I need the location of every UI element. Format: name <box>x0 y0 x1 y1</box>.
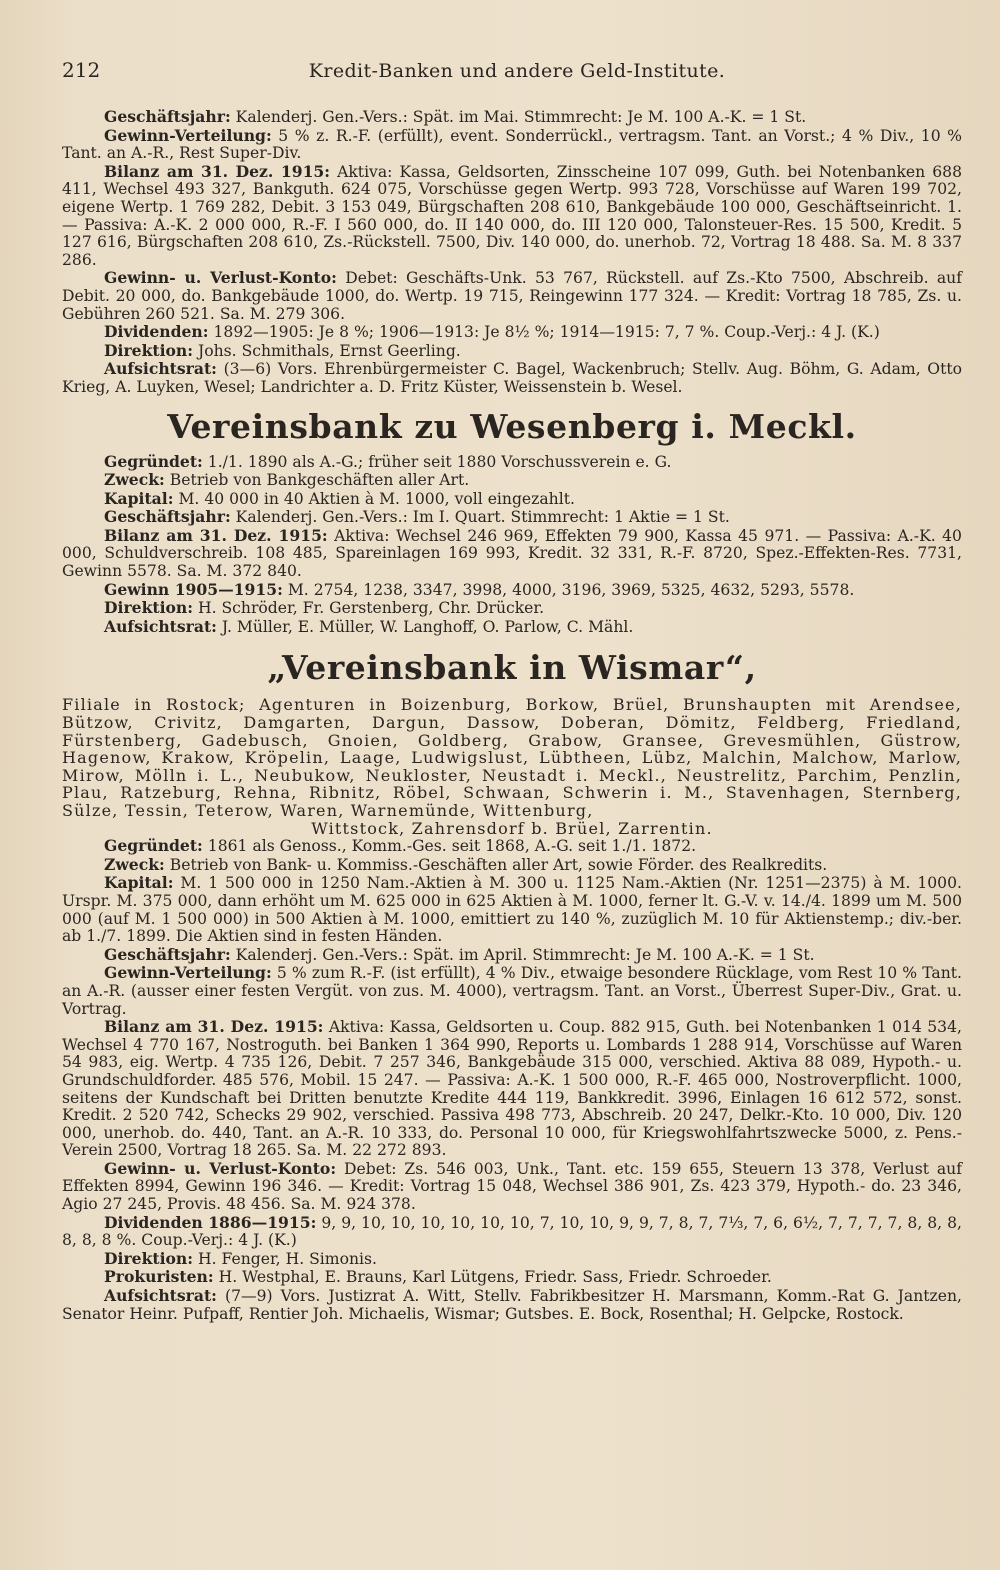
field-label: Aufsichtsrat: <box>104 359 217 379</box>
field-text: H. Fenger, H. Simonis. <box>197 1249 377 1268</box>
field-label: Gewinn- u. Verlust-Konto: <box>104 1158 337 1178</box>
entry-paragraph <box>62 163 962 270</box>
entry-paragraph <box>62 490 962 509</box>
field-label: Bilanz am 31. Dez. 1915: <box>104 1017 324 1037</box>
field-text: Betrieb von Bank- u. Kommiss.-Geschäften aller Art, sowie Förder. des Realkredits. <box>169 855 828 874</box>
entry-paragraph <box>62 471 962 490</box>
field-text: 1861 als Genoss., Komm.-Ges. seit 1868, A.-G. seit 1./1. 1872. <box>207 837 697 856</box>
bank-title: Vereinsbank zu Wesenberg i. Meckl. <box>167 406 857 446</box>
field-text: Kalenderj. Gen.-Vers.: Spät. im April. Stimmrecht: Je M. 100 A.-K. = 1 St. <box>235 945 815 964</box>
entry-paragraph <box>62 269 962 323</box>
field-label: Aufsichtsrat: <box>104 616 217 636</box>
field-text: M. 1 500 000 in 1250 Nam.-Aktien à M. 300 u. 1125 Nam.-Aktien (Nr. 1251—2375) à M. 1000. Urspr. M. 375 000, dann erhöht um M. 625 000 in 625 Aktien à M. 1000, ferner lt. G.-V. v. 14./4. 1899 um M. 500 000 (auf M. 1 500 000) in 500 Aktien à M. 1000, emittiert zu 140 %, zuzüglich M. 10 für Aktienstemp.; div.-ber. ab 1./7. 1899. Die Aktien sind in festen Händen. <box>62 874 962 946</box>
branch-list-end: Wittstock, Zahrensdorf b. Brüel, Zarrentin. <box>311 818 713 838</box>
entry-wesenberg <box>62 407 962 637</box>
bank-title: „Vereinsbank in Wismar“, <box>267 648 757 688</box>
field-label: Gewinn- u. Verlust-Konto: <box>104 268 337 288</box>
field-label: Kapital: <box>104 488 174 508</box>
field-text: M. 2754, 1238, 3347, 3998, 4000, 3196, 3969, 5325, 4632, 5293, 5578. <box>287 580 855 599</box>
entry-paragraph <box>62 508 962 527</box>
field-label: Kapital: <box>104 873 174 893</box>
entry-paragraph <box>62 527 962 581</box>
field-text: 9, 9, 10, 10, 10, 10, 10, 10, 7, 10, 10, 9, 9, 7, 8, 7, 7⅓, 7, 6, 6½, 7, 7, 7, 7, 8, 8, 8, 8, 8, 8 %. Coup.-Verj.: 4 J. (K.) <box>62 1213 962 1250</box>
field-label: Aufsichtsrat: <box>104 1286 217 1306</box>
field-text: Aktiva: Kassa, Geldsorten u. Coup. 882 915, Guth. bei Notenbanken 1 014 534, Wechsel 4 770 167, Nostroguth. bei Banken 1 364 990, Reports u. Lombards 1 288 914, Vorschüsse auf Waren 54 983, eig. Wertp. 4 735 126, Debit. 7 257 346, Bankgebäude 315 000, verschied. Aktiva 88 089, Hypoth.- u. Grundschuldforder. 485 576, Mobil. 15 247. — Passiva: A.-K. 1 500 000, R.-F. 465 000, Nostroverpflicht. 1000, seitens der Kundschaft bei Dritten benutzte Kredite 444 119, Bankkredit. 3996, Einlagen 16 612 572, sonst. Kredit. 2 520 742, Schecks 29 902, verschied. Passiva 498 773, Abschreib. 20 247, Delkr.-Kto. 10 000, Div. 120 000, unerhob. do. 440, Tant. an A.-R. 10 333, do. Personal 10 000, für Kriegswohlfahrtszwecke 5000, z. Pens.-Verein 2500, Vortrag 18 265. Sa. M. 22 272 893. <box>62 1018 962 1160</box>
field-text: (7—9) Vors. Justizrat A. Witt, Stellv. Fabrikbesitzer H. Marsmann, Komm.-Rat G. Jantzen, Senator Heinr. Pufpaff, Rentier Joh. Michaelis, Wismar; Gutsbes. E. Bock, Rosenthal; H. Gelpcke, Rostock. <box>62 1287 962 1323</box>
entry-paragraph <box>62 618 962 637</box>
entry-paragraph <box>62 1214 962 1250</box>
entry-paragraph <box>62 874 962 945</box>
field-label: Direktion: <box>104 598 194 618</box>
field-label: Direktion: <box>104 340 194 360</box>
field-label: Direktion: <box>104 1248 194 1268</box>
entry-paragraph <box>62 127 962 163</box>
page-number: 212 <box>62 58 101 82</box>
field-label: Gegründet: <box>104 836 203 856</box>
field-text: 1./1. 1890 als A.-G.; früher seit 1880 Vorschussverein e. G. <box>207 452 672 471</box>
field-label: Gegründet: <box>104 451 203 471</box>
field-text: (3—6) Vors. Ehrenbürgermeister C. Bagel, Wackenbruch; Stellv. Aug. Böhm, G. Adam, Otto Krieg, A. Luyken, Wesel; Landrichter a. D. Fritz Küster, Weissenstein b. Wesel. <box>62 360 962 396</box>
field-text: Kalenderj. Gen.-Vers.: Im I. Quart. Stimmrecht: 1 Aktie = 1 St. <box>235 508 730 527</box>
entry-paragraph <box>62 856 962 875</box>
field-label: Gewinn 1905—1915: <box>104 579 283 599</box>
entry-continued <box>62 108 962 397</box>
field-text: Debet: Zs. 546 003, Unk., Tant. etc. 159 655, Steuern 13 378, Verlust auf Effekten 8994, Gewinn 196 346. — Kredit: Vortrag 15 048, Wechsel 386 901, Zs. 423 379, Hypoth.- do. 23 346, Agio 27 245, Provis. 48 456. Sa. M. 924 378. <box>62 1159 962 1214</box>
field-text: H. Westphal, E. Brauns, Karl Lütgens, Friedr. Sass, Friedr. Schroeder. <box>218 1268 772 1287</box>
field-text: Johs. Schmithals, Ernst Geerling. <box>197 341 461 360</box>
field-text: 5 % zum R.-F. (ist erfüllt), 4 % Div., etwaige besondere Rücklage, vom Rest 10 % Tant. an A.-R. (ausser einer festen Vergüt. von zus. M. 4000), vertragsm. Tant. an Vorst., Überrest Super-Div., Grat. u. Vortrag. <box>62 964 962 1018</box>
entry-paragraph <box>62 1160 962 1214</box>
field-label: Geschäftsjahr: <box>104 944 231 964</box>
field-text: Kalenderj. Gen.-Vers.: Spät. im Mai. Stimmrecht: Je M. 100 A.-K. = 1 St. <box>235 108 807 126</box>
entry-paragraph <box>62 581 962 600</box>
field-label: Zweck: <box>104 854 165 874</box>
entry-paragraph <box>62 964 962 1018</box>
entry-paragraph <box>62 837 962 856</box>
field-text: 5 % z. R.-F. (erfüllt), event. Sonderrückl., vertragsm. Tant. an Vorst.; 4 % Div., 10 % Tant. an A.-R., Rest Super-Div. <box>62 126 962 163</box>
field-label: Gewinn-Verteilung: <box>104 963 272 983</box>
field-label: Zweck: <box>104 470 165 490</box>
field-label: Bilanz am 31. Dez. 1915: <box>104 161 331 181</box>
field-label: Geschäftsjahr: <box>104 107 231 126</box>
field-label: Prokuristen: <box>104 1267 214 1287</box>
field-text: Aktiva: Wechsel 246 969, Effekten 79 900, Kassa 45 971. — Passiva: A.-K. 40 000, Schuldverschreib. 108 485, Spareinlagen 169 993, Kredit. 32 331, R.-F. 8720, Spez.-Effekten-Res. 7731, Gewinn 5578. Sa. M. 372 840. <box>62 526 962 581</box>
entry-paragraph <box>62 1250 962 1269</box>
field-label: Dividenden 1886—1915: <box>104 1212 317 1232</box>
entry-paragraph <box>62 108 962 127</box>
entry-paragraph <box>62 1268 962 1287</box>
field-text: J. Müller, E. Müller, W. Langhoff, O. Parlow, C. Mähl. <box>221 617 634 636</box>
field-label: Bilanz am 31. Dez. 1915: <box>104 525 328 545</box>
entry-paragraph <box>62 946 962 965</box>
field-label: Gewinn-Verteilung: <box>104 125 272 145</box>
entry-paragraph <box>62 453 962 472</box>
field-text: M. 40 000 in 40 Aktien à M. 1000, voll eingezahlt. <box>178 489 575 508</box>
field-text: Betrieb von Bankgeschäften aller Art. <box>169 471 470 490</box>
entry-paragraph <box>62 323 962 342</box>
field-label: Geschäftsjahr: <box>104 507 231 527</box>
entry-paragraph <box>62 1287 962 1323</box>
field-label: Dividenden: <box>104 322 209 342</box>
field-text: 1892—1905: Je 8 %; 1906—1913: Je 8½ %; 1914—1915: 7, 7 %. Coup.-Verj.: 4 J. (K.) <box>213 323 880 342</box>
entry-paragraph <box>62 599 962 618</box>
entry-wismar <box>62 648 962 1323</box>
branch-list: Filiale in Rostock; Agenturen in Boizenburg, Borkow, Brüel, Brunshaupten mit Arendsee, Bützow, Crivitz, Damgarten, Dargun, Dassow, Doberan, Dömitz, Feldberg, Friedland, Fürstenberg, Gadebusch, Gnoien, Goldberg, Grabow, Gransee, Grevesmühlen, Güstrow, Hagenow, Krakow, Kröpelin, Laage, Ludwigslust, Lübtheen, Lübz, Malchin, Malchow, Marlow, Mirow, Mölln i. L., Neubukow, Neukloster, Neustadt i. Meckl., Neustrelitz, Parchim, Penzlin, Plau, Ratzeburg, Rehna, Ribnitz, Röbel, Schwaan, Schwerin i. M., Stavenhagen, Sternberg, Sülze, Tessin, Teterow, Waren, Warnemünde, Wittenburg, <box>62 695 962 820</box>
field-text: H. Schröder, Fr. Gerstenberg, Chr. Drücker. <box>197 599 545 618</box>
page-header <box>62 58 962 84</box>
entry-paragraph <box>62 1018 962 1160</box>
entry-paragraph <box>62 342 962 361</box>
entry-paragraph <box>62 360 962 396</box>
field-text: Aktiva: Kassa, Geldsorten, Zinsscheine 107 099, Guth. bei Notenbanken 688 411, Wechsel 493 327, Bankguth. 624 075, Vorschüsse gegen Wertp. 993 728, Vorschüsse auf Waren 199 702, eigene Wertp. 1 769 282, Debit. 3 153 049, Bürgschaften 208 610, Bankgebäude 100 000, Geschäftseinricht. 1. — Passiva: A.-K. 2 000 000, R.-F. I 560 000, do. II 140 000, do. III 120 000, Talonsteuer-Res. 15 500, Kredit. 5 127 616, Bürgschaften 208 610, Zs.-Rückstell. 7500, Div. 140 000, do. unerhob. 72, Vortrag 18 488. Sa. M. 8 337 286. <box>62 162 963 269</box>
running-title: Kredit-Banken und andere Geld-Institute. <box>308 60 726 82</box>
field-text: Debet: Geschäfts-Unk. 53 767, Rückstell. auf Zs.-Kto 7500, Abschreib. auf Debit. 20 000, do. Bankgebäude 1000, do. Wertp. 19 715, Reingewinn 177 324. — Kredit: Vortrag 18 785, Zs. u. Gebühren 260 521. Sa. M. 279 306. <box>62 269 963 323</box>
